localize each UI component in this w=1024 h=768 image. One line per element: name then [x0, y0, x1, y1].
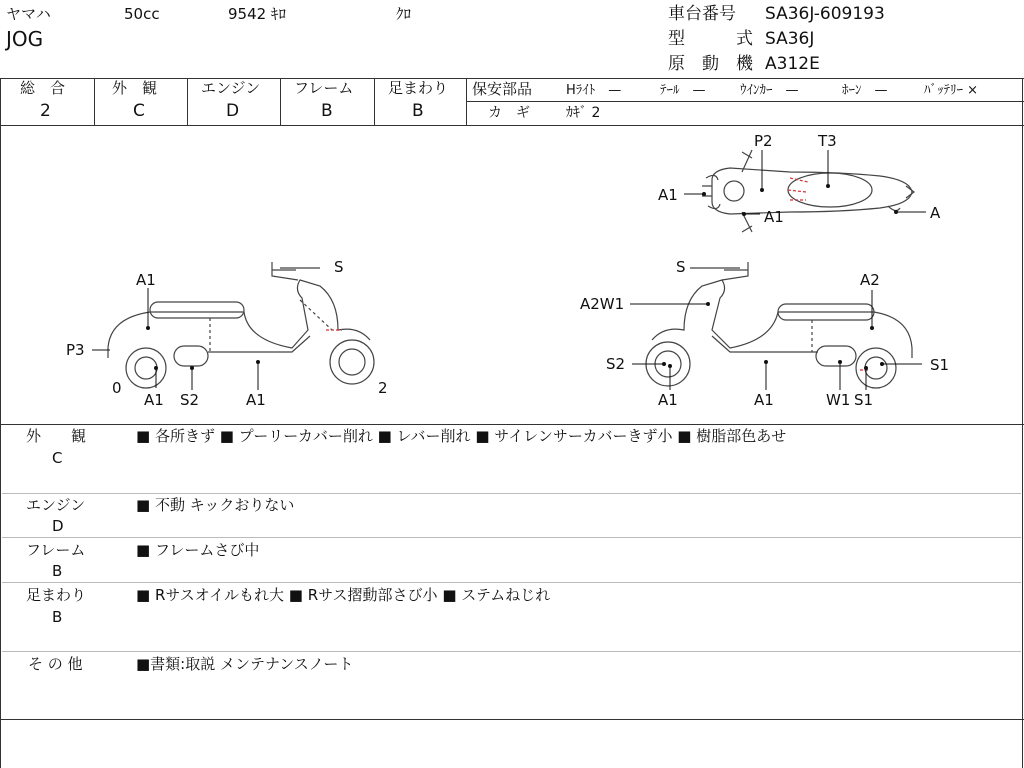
type-label-1: 型 — [668, 29, 685, 49]
frame-grade: B — [321, 101, 333, 121]
suspension-grade-label: 足まわり — [388, 79, 449, 97]
horn-status: ﾎｰﾝ — — [842, 83, 888, 98]
label-left-p3: P3 — [66, 341, 85, 359]
label-right-s2: S2 — [606, 355, 626, 373]
label-right-a2w1: A2W1 — [580, 295, 625, 313]
exterior-label: 外 観 — [112, 79, 158, 97]
label-left-s: S — [334, 258, 344, 276]
label-right-a1-floor: A1 — [754, 391, 774, 409]
remark-text: ■ 各所きず ■ プーリーカバー削れ ■ レバー削れ ■ サイレンサーカバーきず小 ■ 樹脂部色あせ — [136, 427, 787, 445]
remark-text: ■書類:取説 メンテナンスノート — [136, 655, 354, 673]
label-right-s: S — [676, 258, 686, 276]
remark-text: ■ 不動 キックおりない — [136, 496, 295, 514]
remark-text: ■ フレームさび中 — [136, 541, 260, 559]
mileage: 9542 ｷﾛ — [228, 5, 286, 23]
scooter-top-view — [702, 150, 914, 232]
label-right-s1: S1 — [854, 391, 874, 409]
remark-grade: D — [52, 517, 64, 535]
frame-grade-label: フレーム — [294, 79, 354, 97]
label-right-a2: A2 — [860, 271, 880, 289]
label-top-a1-front: A1 — [658, 186, 678, 204]
maker: ヤマハ — [6, 5, 51, 23]
label-left-a1-floor: A1 — [246, 391, 266, 409]
remark-label: 足まわり — [26, 586, 87, 604]
frame-no-label: 車台番号 — [668, 4, 736, 24]
color: ｸﾛ — [396, 5, 412, 23]
headlight-status: Hﾗｲﾄ — — [566, 83, 622, 98]
overall-grade: 2 — [40, 101, 51, 121]
remark-grade: B — [52, 608, 63, 626]
key-label: カ ギ — [488, 105, 530, 121]
key-value: ｶｷﾞ 2 — [566, 105, 601, 121]
label-left-a1-wheel: A1 — [144, 391, 164, 409]
label-right-w1: W1 — [826, 391, 851, 409]
label-right-a1-wheel: A1 — [658, 391, 678, 409]
battery-status: ﾊﾞｯﾃﾘｰ × — [924, 83, 979, 98]
remark-text: ■ Rサスオイルもれ大 ■ Rサス摺動部さび小 ■ ステムねじれ — [136, 586, 551, 604]
label-top-t3: T3 — [818, 132, 837, 150]
label-left-two: 2 — [378, 379, 388, 397]
safety-label: 保安部品 — [472, 80, 533, 98]
label-top-a1-side: A1 — [764, 208, 784, 226]
remark-grade: B — [52, 562, 63, 580]
remark-grade: C — [52, 449, 63, 467]
engine-grade-label: エンジン — [201, 79, 261, 97]
engine-label-1: 原 — [668, 54, 685, 74]
suspension-grade: B — [412, 101, 424, 121]
engine-value: A312E — [765, 54, 820, 74]
remark-label: そ の 他 — [28, 655, 83, 673]
type-value: SA36J — [765, 29, 815, 49]
displacement: 50cc — [124, 5, 160, 23]
model-name: JOG — [6, 27, 44, 51]
exterior-grade: C — [133, 101, 145, 121]
tail-status: ﾃｰﾙ — — [660, 83, 706, 98]
engine-label-3: 機 — [736, 54, 753, 74]
remark-label: エンジン — [26, 496, 86, 514]
winker-status: ｳｲﾝｶｰ — — [740, 83, 799, 98]
remark-label: 外 観 — [26, 427, 87, 445]
label-top-p2: P2 — [754, 132, 773, 150]
frame-no: SA36J-609193 — [765, 4, 885, 24]
label-left-zero: 0 — [112, 379, 122, 397]
label-top-a: A — [930, 204, 941, 222]
label-left-a1-body: A1 — [136, 271, 156, 289]
label-left-s2: S2 — [180, 391, 200, 409]
engine-label-2: 動 — [702, 54, 719, 74]
engine-grade: D — [226, 101, 240, 121]
type-label-2: 式 — [736, 29, 753, 49]
label-right-s1-rear: S1 — [930, 356, 950, 374]
overall-label: 総 合 — [20, 79, 66, 97]
remark-label: フレーム — [26, 541, 86, 559]
